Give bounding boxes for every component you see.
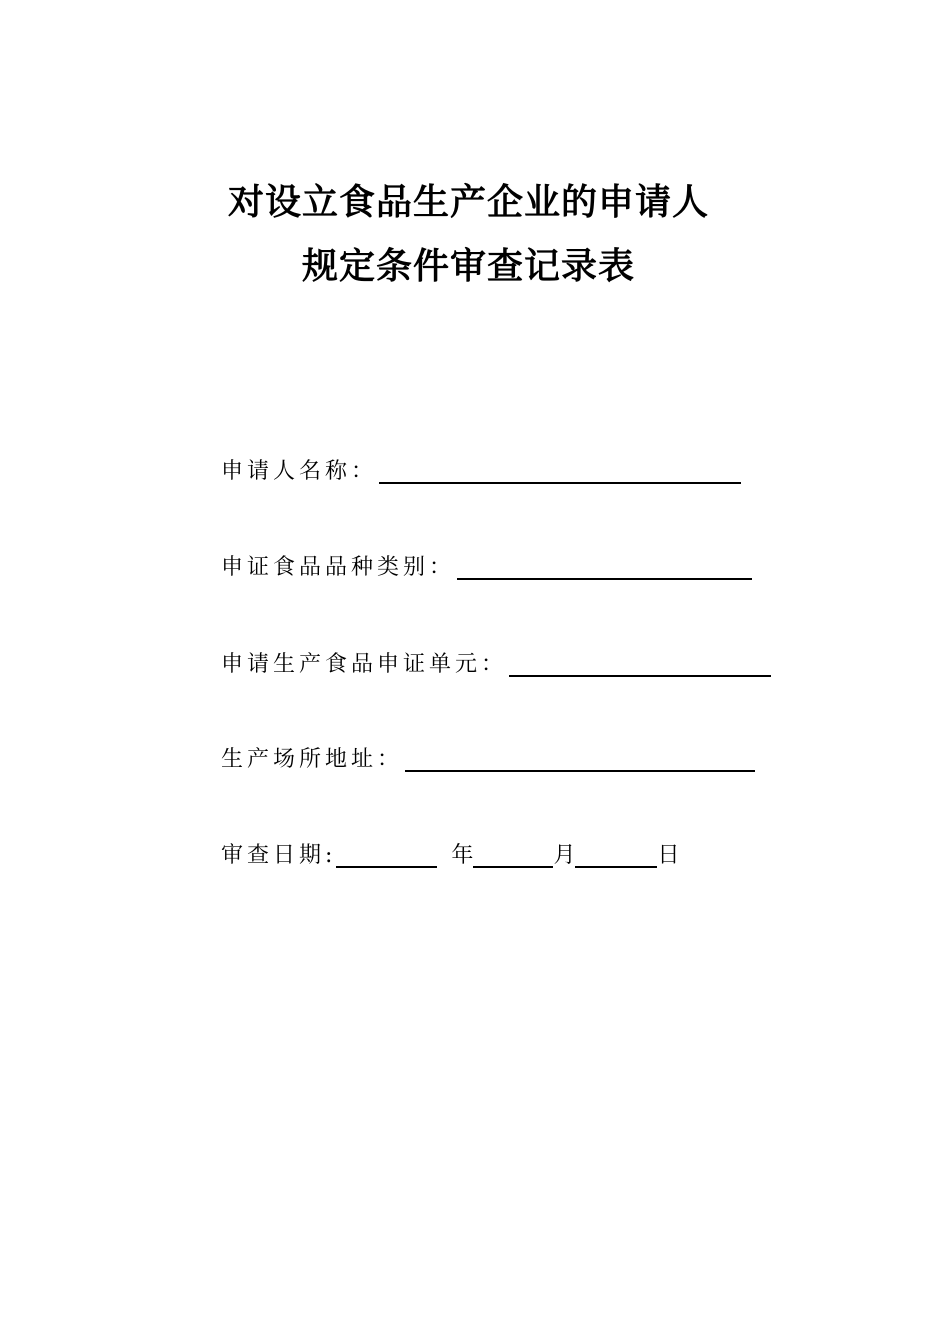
food-category-field[interactable] — [457, 552, 752, 580]
review-year-field[interactable] — [336, 840, 437, 868]
production-unit-row — [221, 645, 771, 679]
food-category-label: 申证食品品种类别： — [221, 555, 456, 580]
review-date-row — [221, 836, 679, 870]
day-unit-label: 日 — [657, 843, 680, 868]
site-address-field[interactable] — [405, 744, 755, 772]
food-category-row — [221, 548, 752, 582]
applicant-name-row — [221, 452, 741, 486]
production-unit-label: 申请生产食品申证单元： — [221, 652, 508, 677]
production-unit-field[interactable] — [509, 649, 771, 677]
review-day-field[interactable] — [575, 840, 657, 868]
site-address-row — [221, 740, 755, 774]
site-address-label: 生产场所地址： — [221, 747, 404, 772]
applicant-name-field[interactable] — [379, 456, 741, 484]
review-date-label: 审查日期: — [221, 843, 337, 868]
document-title-line-1: 对设立食品生产企业的申请人 — [228, 181, 710, 223]
applicant-name-label: 申请人名称： — [221, 459, 378, 484]
document-title-line-2: 规定条件审查记录表 — [302, 245, 636, 287]
year-unit-label: 年 — [451, 843, 474, 868]
review-month-field[interactable] — [473, 840, 553, 868]
month-unit-label: 月 — [553, 843, 576, 868]
